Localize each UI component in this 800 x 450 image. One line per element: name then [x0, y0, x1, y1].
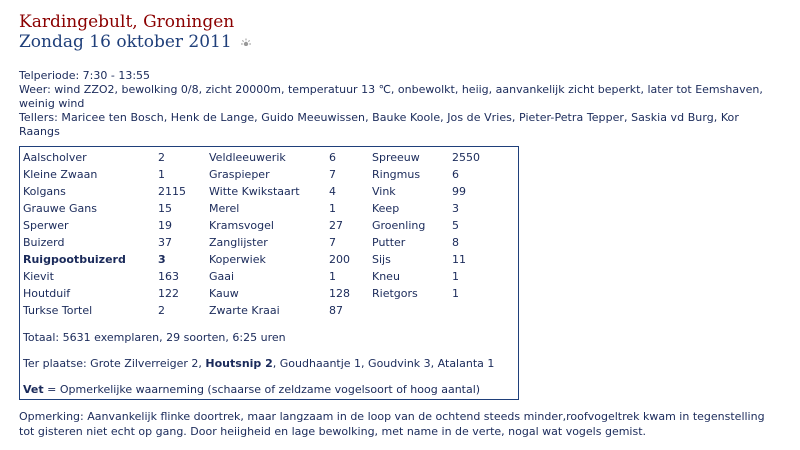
- species-count: 128: [329, 287, 350, 300]
- species-count: 2550: [452, 151, 480, 164]
- species-count: 7: [329, 168, 336, 181]
- species-count: 6: [329, 151, 336, 164]
- species-name: Graspieper: [209, 168, 270, 181]
- species-name: Ruigpootbuizerd: [23, 253, 126, 266]
- species-count: 15: [158, 202, 172, 215]
- weather: Weer: wind ZZO2, bewolking 0/8, zicht 20000m, temperatuur 13 ℃, onbewolkt, heiig, aanvankelijk zicht beperkt, later tot Eemshaven, weinig wind: [19, 83, 763, 110]
- species-name: Kneu: [372, 270, 400, 283]
- species-count: 1: [452, 287, 459, 300]
- species-count: 27: [329, 219, 343, 232]
- species-name: Koperwiek: [209, 253, 266, 266]
- legend-bold: Vet: [23, 383, 44, 396]
- also-present-item: Houtsnip 2: [205, 357, 273, 370]
- species-count: 1: [158, 168, 165, 181]
- species-count: 87: [329, 304, 343, 317]
- species-count: 99: [452, 185, 466, 198]
- legend-text: = Opmerkelijke waarneming (schaarse of zeldzame vogelsoort of hoog aantal): [43, 383, 481, 396]
- species-count: 1: [329, 202, 336, 215]
- date-line: [19, 31, 252, 52]
- legend: [23, 383, 480, 397]
- sun-icon: [240, 31, 252, 39]
- species-count: 8: [452, 236, 459, 249]
- species-name: Spreeuw: [372, 151, 420, 164]
- count-period: Telperiode: 7:30 - 13:55: [19, 69, 151, 82]
- species-name: Gaai: [209, 270, 235, 283]
- species-name: Veldleeuwerik: [209, 151, 286, 164]
- species-count: 6: [452, 168, 459, 181]
- total-summary: Totaal: 5631 exemplaren, 29 soorten, 6:25 uren: [23, 331, 286, 344]
- species-count: 163: [158, 270, 179, 283]
- species-name: Turkse Tortel: [23, 304, 93, 317]
- species-name: Zanglijster: [209, 236, 268, 249]
- species-name: Keep: [372, 202, 400, 215]
- also-present-label: Ter plaatse:: [23, 357, 91, 370]
- species-name: Ringmus: [372, 168, 421, 181]
- counters: Tellers: Maricee ten Bosch, Henk de Lange, Guido Meeuwissen, Bauke Koole, Jos de Vries, Pieter-Petra Tepper, Saskia vd Burg, Kor Raangs: [19, 111, 739, 138]
- species-count: 19: [158, 219, 172, 232]
- species-count: 11: [452, 253, 466, 266]
- species-name: Zwarte Kraai: [209, 304, 280, 317]
- species-name: Kleine Zwaan: [23, 168, 98, 181]
- species-name: Rietgors: [372, 287, 418, 300]
- species-count: 5: [452, 219, 459, 232]
- site-title: Kardingebult, Groningen: [19, 12, 235, 32]
- also-present: Ter plaatse: Grote Zilverreiger 2, Houtsnip 2, Goudhaantje 1, Goudvink 3, Atalanta 1: [23, 357, 495, 370]
- species-name: Kramsvogel: [209, 219, 274, 232]
- species-count: 7: [329, 236, 336, 249]
- species-name: Houtduif: [23, 287, 71, 300]
- species-count: 1: [329, 270, 336, 283]
- species-name: Merel: [209, 202, 240, 215]
- species-count: 2: [158, 304, 165, 317]
- species-count: 4: [329, 185, 336, 198]
- species-name: Kauw: [209, 287, 239, 300]
- species-name: Witte Kwikstaart: [209, 185, 300, 198]
- observations-box: [19, 146, 519, 400]
- also-present-item: Atalanta 1: [437, 357, 495, 370]
- species-count: 3: [452, 202, 459, 215]
- species-name: Grauwe Gans: [23, 202, 97, 215]
- also-present-item: Grote Zilverreiger 2: [90, 357, 199, 370]
- species-name: Kievit: [23, 270, 54, 283]
- species-name: Aalscholver: [23, 151, 87, 164]
- species-count: 3: [158, 253, 166, 266]
- species-name: Groenling: [372, 219, 426, 232]
- species-count: 2: [158, 151, 165, 164]
- remark: Opmerking: Aanvankelijk flinke doortrek, maar langzaam in de loop van de ochtend steeds minder,roofvogeltrek kwam in tegenstelling tot gisteren niet echt op gang. Door heiigheid en lage bewolking, met name in de verte, nogal wat vogels gemist.: [19, 410, 765, 438]
- species-name: Buizerd: [23, 236, 65, 249]
- species-count: 122: [158, 287, 179, 300]
- species-count: 1: [452, 270, 459, 283]
- species-count: 200: [329, 253, 350, 266]
- species-name: Sijs: [372, 253, 391, 266]
- also-present-item: Goudhaantje 1: [279, 357, 362, 370]
- species-name: Kolgans: [23, 185, 66, 198]
- species-name: Sperwer: [23, 219, 69, 232]
- also-present-item: Goudvink 3: [368, 357, 431, 370]
- count-metadata: [19, 69, 779, 139]
- date-text: Zondag 16 oktober 2011: [19, 32, 232, 52]
- species-name: Vink: [372, 185, 396, 198]
- species-name: Putter: [372, 236, 406, 249]
- species-count: 37: [158, 236, 172, 249]
- species-count: 2115: [158, 185, 186, 198]
